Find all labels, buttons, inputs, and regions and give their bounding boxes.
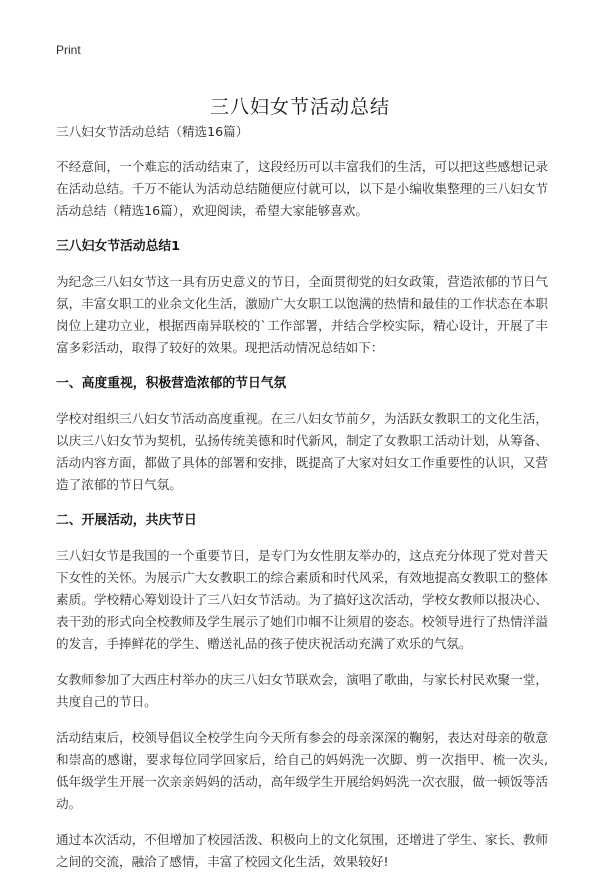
heading-1: 一、高度重视，积极营造浓郁的节日气氛 xyxy=(56,376,287,391)
intro-paragraph: 不经意间，一个难忘的活动结束了，这段经历可以丰富我们的生活，可以把这些感想记录在活动总结。千万不能认为活动总结随便应付就可以，以下是小编收集整理的三八妇女节活动总结（精选16篇），欢迎阅读，希望大家能够喜欢。 xyxy=(56,159,548,218)
section-1-paragraph: 为纪念三八妇女节这一具有历史意义的节日，全面贯彻党的妇女政策，营造浓郁的节日气氛，丰富女职工的业余文化生活，激励广大女职工以饱满的热情和最佳的工作状态在本职岗位上建功立业，根据西南异联校的`工作部署，并结合学校实际，精心设计，开展了丰富多彩活动，取得了较好的效果。现把活动情况总结如下： xyxy=(56,274,548,355)
heading-2-paragraph-4: 通过本次活动，不但增加了校园活泼、积极向上的文化氛围，还增进了学生、家长、教师之间的交流，融洽了感情，丰富了校园文化生活，效果较好! xyxy=(56,832,548,869)
heading-2-paragraph-2: 女教师参加了大西庄村举办的庆三八妇女节联欢会，演唱了歌曲，与家长村民欢聚一堂，共度自己的节日。 xyxy=(56,672,548,709)
heading-2-paragraph-1: 三八妇女节是我国的一个重要节日，是专门为女性朋友举办的，这点充分体现了党对普天下女性的关怀。为展示广大女教职工的综合素质和时代风采，有效地提高女教职工的整体素质。学校精心筹划设计了三八妇女节活动。为了搞好这次活动，学校女教师以报决心、表干劲的形式向全校教师及学生展示了她们巾帼不让须眉的姿态。校领导进行了热情洋溢的发言，手捧鲜花的学生、赠送礼品的孩子使庆祝活动充满了欢乐的气氛。 xyxy=(56,548,548,651)
document-body xyxy=(56,121,548,887)
heading-2-paragraph-3: 活动结束后，校领导倡议全校学生向今天所有参会的母亲深深的鞠躬，表达对母亲的敬意和崇高的感谢，要求每位同学回家后，给自己的妈妈洗一次脚、剪一次指甲、梳一次头,低年级学生开展一次亲亲妈妈的活动，高年级学生开展给妈妈洗一次衣服，做一顿饭等活动。 xyxy=(56,730,548,811)
print-label[interactable]: Print xyxy=(56,43,81,57)
heading-2: 二、开展活动，共庆节日 xyxy=(56,513,197,528)
document-title: 三八妇女节活动总结 xyxy=(209,95,390,118)
heading-1-paragraph: 学校对组织三八妇女节活动高度重视。在三八妇女节前夕，为活跃女教职工的文化生活，以庆三八妇女节为契机，弘扬传统美德和时代新风，制定了女教职工活动计划，从筹备、活动内容方面，都做了具体的部署和安排，既提高了大家对妇女工作重要性的认识，又营造了浓郁的节日气氛。 xyxy=(56,411,548,492)
section-1-title: 三八妇女节活动总结1 xyxy=(56,239,181,254)
document-subtitle: 三八妇女节活动总结（精选16篇） xyxy=(56,124,249,139)
